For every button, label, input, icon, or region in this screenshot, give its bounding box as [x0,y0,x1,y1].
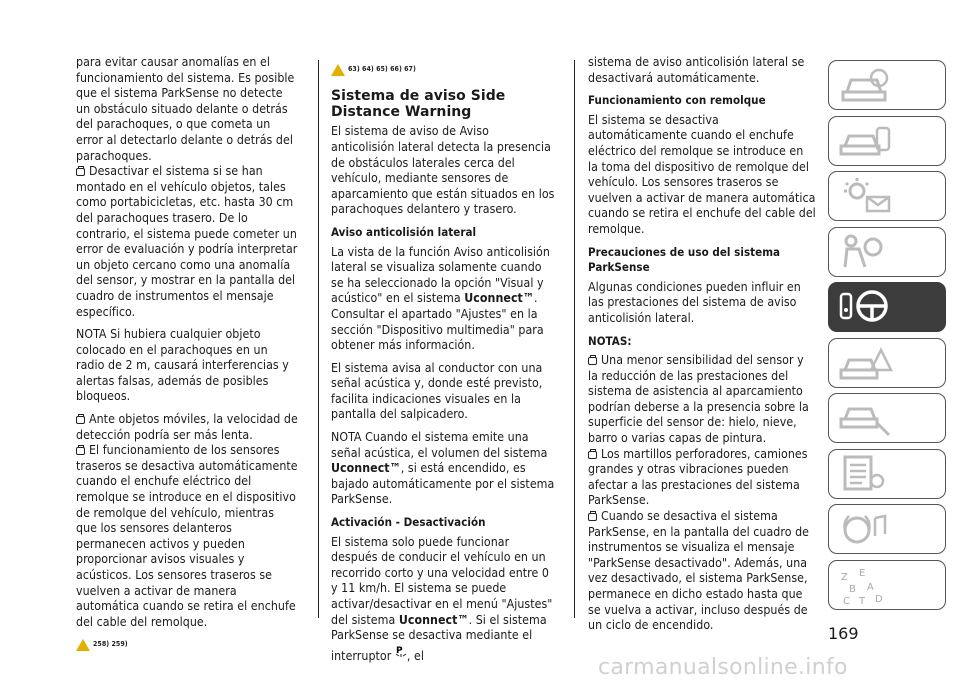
bullet-text: Los martillos perforadores, camiones grandes y otras vibraciones pueden afectar a las prestaciones del sistema ParkSense. [588,446,808,508]
bullet-item [588,353,816,447]
car-bullet-icon [76,416,85,424]
tab-safety[interactable] [828,227,946,277]
bullet-text: Una menor sensibilidad del sensor y la reducción de las prestaciones del sistema de asistencia al aparcamiento podrían deberse a la presencia sobre la superficie del sensor de: hielo, nieve, barro o varias capas de pintura. [588,353,809,446]
column-left [76,55,298,656]
svg-text:B: B [849,583,856,595]
warning-reference[interactable] [331,62,416,78]
alphabet-index-icon [837,564,897,606]
tab-driving[interactable] [828,282,946,332]
uconnect-label: Uconnect™ [331,461,401,476]
bullet-item [76,164,298,320]
car-service-icon [837,397,897,439]
car-bullet-icon [588,451,597,459]
car-bullet-icon [588,513,597,521]
lights-message-icon [837,175,897,217]
subheading: Aviso anticolisión lateral [331,224,477,239]
text-span: La vista de la función Aviso anticolisión lateral se visualiza solamente cuando se ha seleccionado la opción "Visual y acústico" en el sistema [331,244,550,306]
warning-triangle-icon [76,639,90,651]
tab-specs[interactable] [828,449,946,499]
text-span: , el [406,648,425,663]
bullet-text: Cuando se desactiva el sistema ParkSense, en la pantalla del cuadro de instrumentos se visualiza el mensaje "ParkSense desactivado". Además, una vez desactivado, el sistema ParkSense, permanece en dicho estado hasta que se vuelva a activar, incluso después de un ciclo de encendido. [588,509,810,633]
car-bullet-icon [76,168,85,176]
svg-text:P: P [395,645,403,656]
text-span: , si está encendido, es bajado automáticamente por el sistema ParkSense. [331,461,555,507]
svg-text:A: A [867,581,874,593]
steering-wheel-icon [837,286,897,328]
parksense-switch-icon [395,644,407,664]
tab-multimedia[interactable] [828,504,946,554]
tab-lights[interactable] [828,171,946,221]
tab-service[interactable] [828,393,946,443]
text-span: NOTA Cuando el sistema emite una señal acústica, el volumen del sistema [331,430,548,460]
bullet-item [76,443,298,630]
bullet-item [588,509,816,634]
text-span: El sistema solo puede funcionar después de conducir el vehículo en un recorrido corto y una velocidad entre 0 y 11 km/h. El sistema se puede activar/desactivar en el menú "Ajustes" del sistema [331,534,553,627]
specifications-list-icon [837,453,897,495]
dashboard-car-icon [837,64,897,106]
warning-ref-numbers: 63) 64) 65) 66) 67) [348,65,416,73]
paragraph: El sistema avisa al conductor con una señal acústica y, donde esté previsto, facilita indicaciones visuales en la pantalla del salpicadero. [331,360,543,422]
svg-text:Z: Z [841,571,848,583]
uconnect-label: Uconnect™ [398,612,469,627]
svg-text:D: D [875,593,883,605]
column-right [588,55,816,634]
bullet-text: Ante objetos móviles, la velocidad de detección podría ser más lenta. [76,412,298,442]
column-divider [574,60,575,618]
airbag-seatbelt-icon [837,231,897,273]
paragraph: Algunas condiciones pueden influir en las prestaciones del sistema de aviso anticolisión lateral. [588,279,801,325]
car-key-icon [837,120,897,162]
note-paragraph: NOTA Si hubiera cualquier objeto colocado en el parachoques en un radio de 2 m, causará interferencias y alertas falsas, además de posibles bloqueos. [76,327,289,404]
bullet-text: Desactivar el sistema si se han montado en el vehículo objetos, tales como portabicicletas, etc. hasta 30 cm del parachoques trasero. De lo contrario, el sistema puede cometer un error de evaluación y podría interpretar un objeto cercano como una anomalía del sensor, y mostrar en la pantalla del cuadro de instrumentos el mensaje específico. [76,164,298,319]
car-bullet-icon [76,447,85,455]
bullet-item [76,412,298,443]
warning-triangle-icon [331,64,345,76]
car-warning-icon [837,342,897,384]
note-paragraph [331,430,555,508]
uconnect-label: Uconnect™ [464,291,535,306]
paragraph: sistema de aviso anticolisión lateral se desactivará automáticamente. [588,55,805,85]
watermark: carmanualsonline.info [598,655,848,680]
multimedia-icon [837,508,897,550]
paragraph [331,245,555,354]
car-bullet-icon [588,357,597,365]
subheading: Activación - Desactivación [331,515,486,530]
text-span: . Consultar el apartado "Ajustes" en la sección "Dispositivo multimedia" para obtener más información. [331,291,544,353]
warning-ref-numbers: 258) 259) [93,640,128,649]
section-heading: Sistema de aviso Side Distance Warning [331,88,506,121]
warning-reference[interactable] [76,637,128,653]
column-middle [331,62,555,671]
subheading: Funcionamiento con remolque [588,93,766,108]
notes-heading: NOTAS: [588,333,632,348]
bullet-item [588,447,816,509]
tab-warning[interactable] [828,338,946,388]
paragraph: El sistema se desactiva automáticamente cuando el enchufe eléctrico del remolque se introduce en la toma del dispositivo de remolque del vehículo. Los sensores traseros se vuelven a activar de manera automática cuando se retira el enchufe del cable del remolque. [588,112,816,236]
bullet-text: El funcionamiento de los sensores traseros se desactiva automáticamente cuando el enchufe eléctrico del remolque se introduce en el dispositivo de remolque del vehículo, mientras que los sensores delanteros permanecen activos y pueden proporcionar avisos visuales y acústicos. Los sensores traseros se vuelven a activar de manera automática cuando se retira el enchufe del cable del remolque. [76,443,298,629]
text-span: . Si el sistema ParkSense se desactiva mediante el interruptor [331,612,547,663]
column-divider [318,60,319,618]
svg-text:E: E [859,567,866,579]
svg-text:T: T [859,595,866,606]
svg-text:C: C [843,595,850,606]
tab-key[interactable] [828,116,946,166]
paragraph: El sistema de aviso de Aviso anticolisión lateral detecta la presencia de obstáculos laterales cerca del vehículo, mediante sensores de aparcamiento que están situados en los parachoques delantero y trasero. [331,124,555,217]
tab-dashboard[interactable] [828,60,946,110]
subheading: Precauciones de uso del sistema ParkSense [588,244,781,275]
page-number: 169 [828,624,859,643]
paragraph [331,535,555,665]
paragraph: para evitar causar anomalías en el funcionamiento del sistema. Es posible que el sistema ParkSense no detecte un obstáculo situado delante o detrás del parachoques, o que cometa un error al detectarlo delante o detrás del parachoques. [76,55,295,163]
tab-index[interactable] [828,560,946,610]
chapter-tabs [828,60,948,615]
